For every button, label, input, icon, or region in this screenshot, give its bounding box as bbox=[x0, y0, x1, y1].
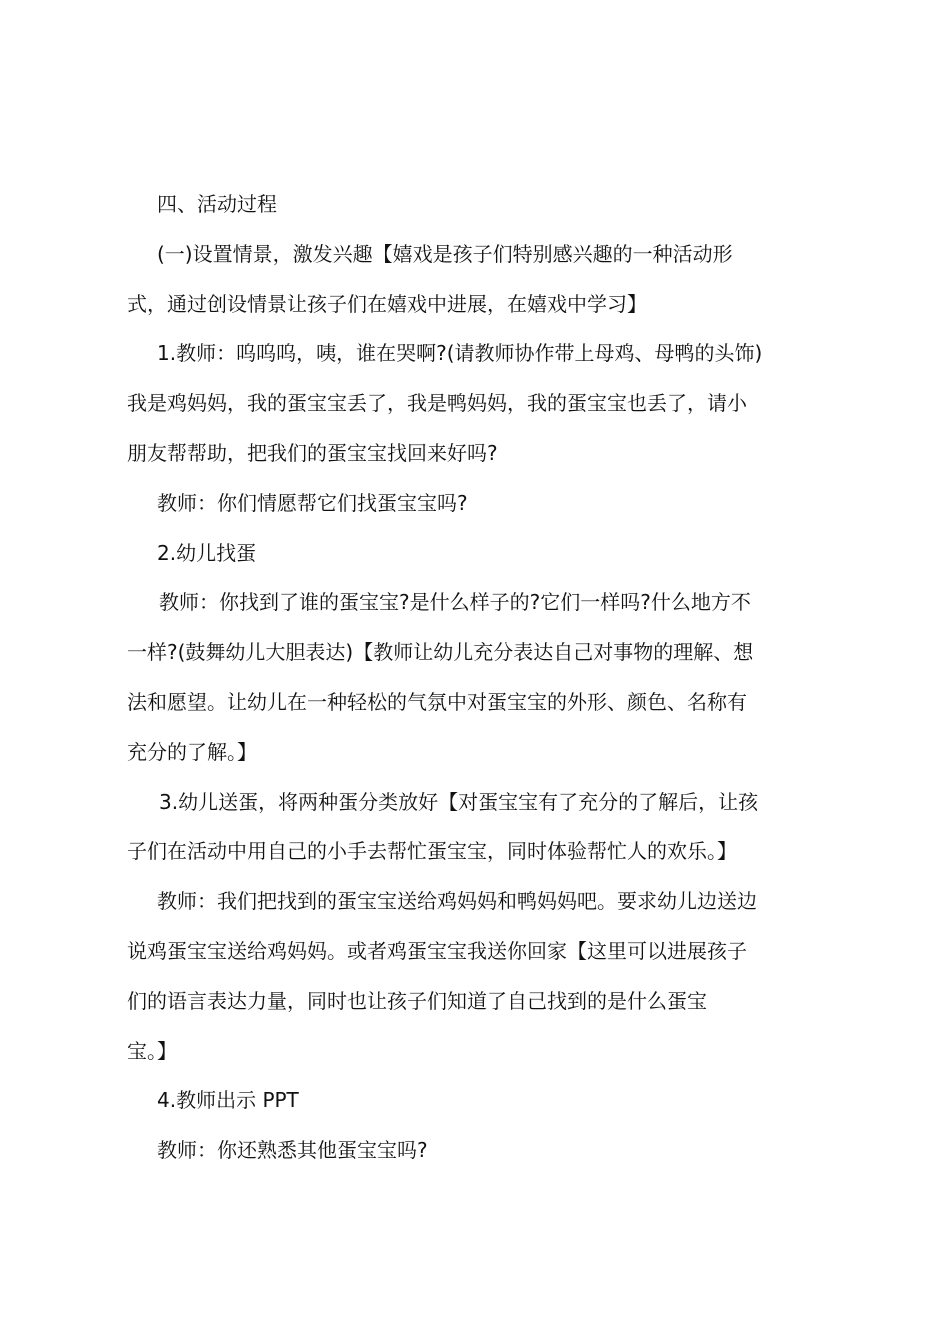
paragraph-teacher-other-eggs bbox=[127, 1126, 832, 1176]
text-line: 法和愿望。让幼儿在一种轻松的气氛中对蛋宝宝的外形、颜色、名称有 bbox=[127, 689, 747, 714]
section-heading bbox=[127, 180, 832, 230]
text-line: 教师：你找到了谁的蛋宝宝?是什么样子的?它们一样吗?什么地方不 bbox=[159, 590, 751, 615]
paragraph-teacher-question bbox=[127, 479, 832, 529]
text-line: 子们在活动中用自己的小手去帮忙蛋宝宝，同时体验帮忙人的欢乐。】 bbox=[127, 839, 737, 864]
text-line: 教师：你们情愿帮它们找蛋宝宝吗? bbox=[157, 490, 468, 515]
text-line: 四、活动过程 bbox=[157, 192, 277, 216]
text-line: 们的语言表达力量，同时也让孩子们知道了自己找到的是什么蛋宝 bbox=[127, 988, 707, 1013]
text-line: (一)设置情景，激发兴趣【嬉戏是孩子们特别感兴趣的一种活动形 bbox=[157, 241, 733, 266]
text-line: 1.教师：呜呜呜，咦，谁在哭啊?(请教师协作带上母鸡、母鸭的头饰) bbox=[157, 341, 763, 366]
text-line: 教师：我们把找到的蛋宝宝送给鸡妈妈和鸭妈妈吧。要求幼儿边送边 bbox=[157, 889, 757, 914]
text-line: 4.教师出示 PPT bbox=[157, 1088, 299, 1113]
text-line: 我是鸡妈妈，我的蛋宝宝丢了，我是鸭妈妈，我的蛋宝宝也丢了，请小 bbox=[127, 391, 747, 416]
text-line: 一样?(鼓舞幼儿大胆表达)【教师让幼儿充分表达自己对事物的理解、想 bbox=[127, 640, 754, 665]
text-line: 充分的了解。】 bbox=[127, 739, 257, 764]
text-line: 式，通过创设情景让孩子们在嬉戏中进展，在嬉戏中学习】 bbox=[127, 291, 647, 316]
text-line: 宝。】 bbox=[127, 1038, 177, 1063]
text-line: 2.幼儿找蛋 bbox=[157, 540, 257, 565]
text-line: 3.幼儿送蛋，将两种蛋分类放好【对蛋宝宝有了充分的了解后，让孩 bbox=[159, 789, 759, 814]
paragraph-step-1 bbox=[127, 329, 832, 478]
paragraph-teacher-found bbox=[127, 578, 832, 777]
paragraph-step-3 bbox=[127, 778, 832, 878]
paragraph-setting-scene bbox=[127, 230, 832, 330]
paragraph-step-4 bbox=[127, 1076, 832, 1126]
paragraph-teacher-send bbox=[127, 877, 832, 1076]
text-line: 教师：你还熟悉其他蛋宝宝吗? bbox=[157, 1138, 428, 1163]
document-body bbox=[127, 180, 832, 1176]
paragraph-step-2 bbox=[127, 529, 832, 579]
text-line: 说鸡蛋宝宝送给鸡妈妈。或者鸡蛋宝宝我送你回家【这里可以进展孩子 bbox=[127, 938, 747, 963]
text-line: 朋友帮帮助，把我们的蛋宝宝找回来好吗? bbox=[127, 440, 498, 465]
